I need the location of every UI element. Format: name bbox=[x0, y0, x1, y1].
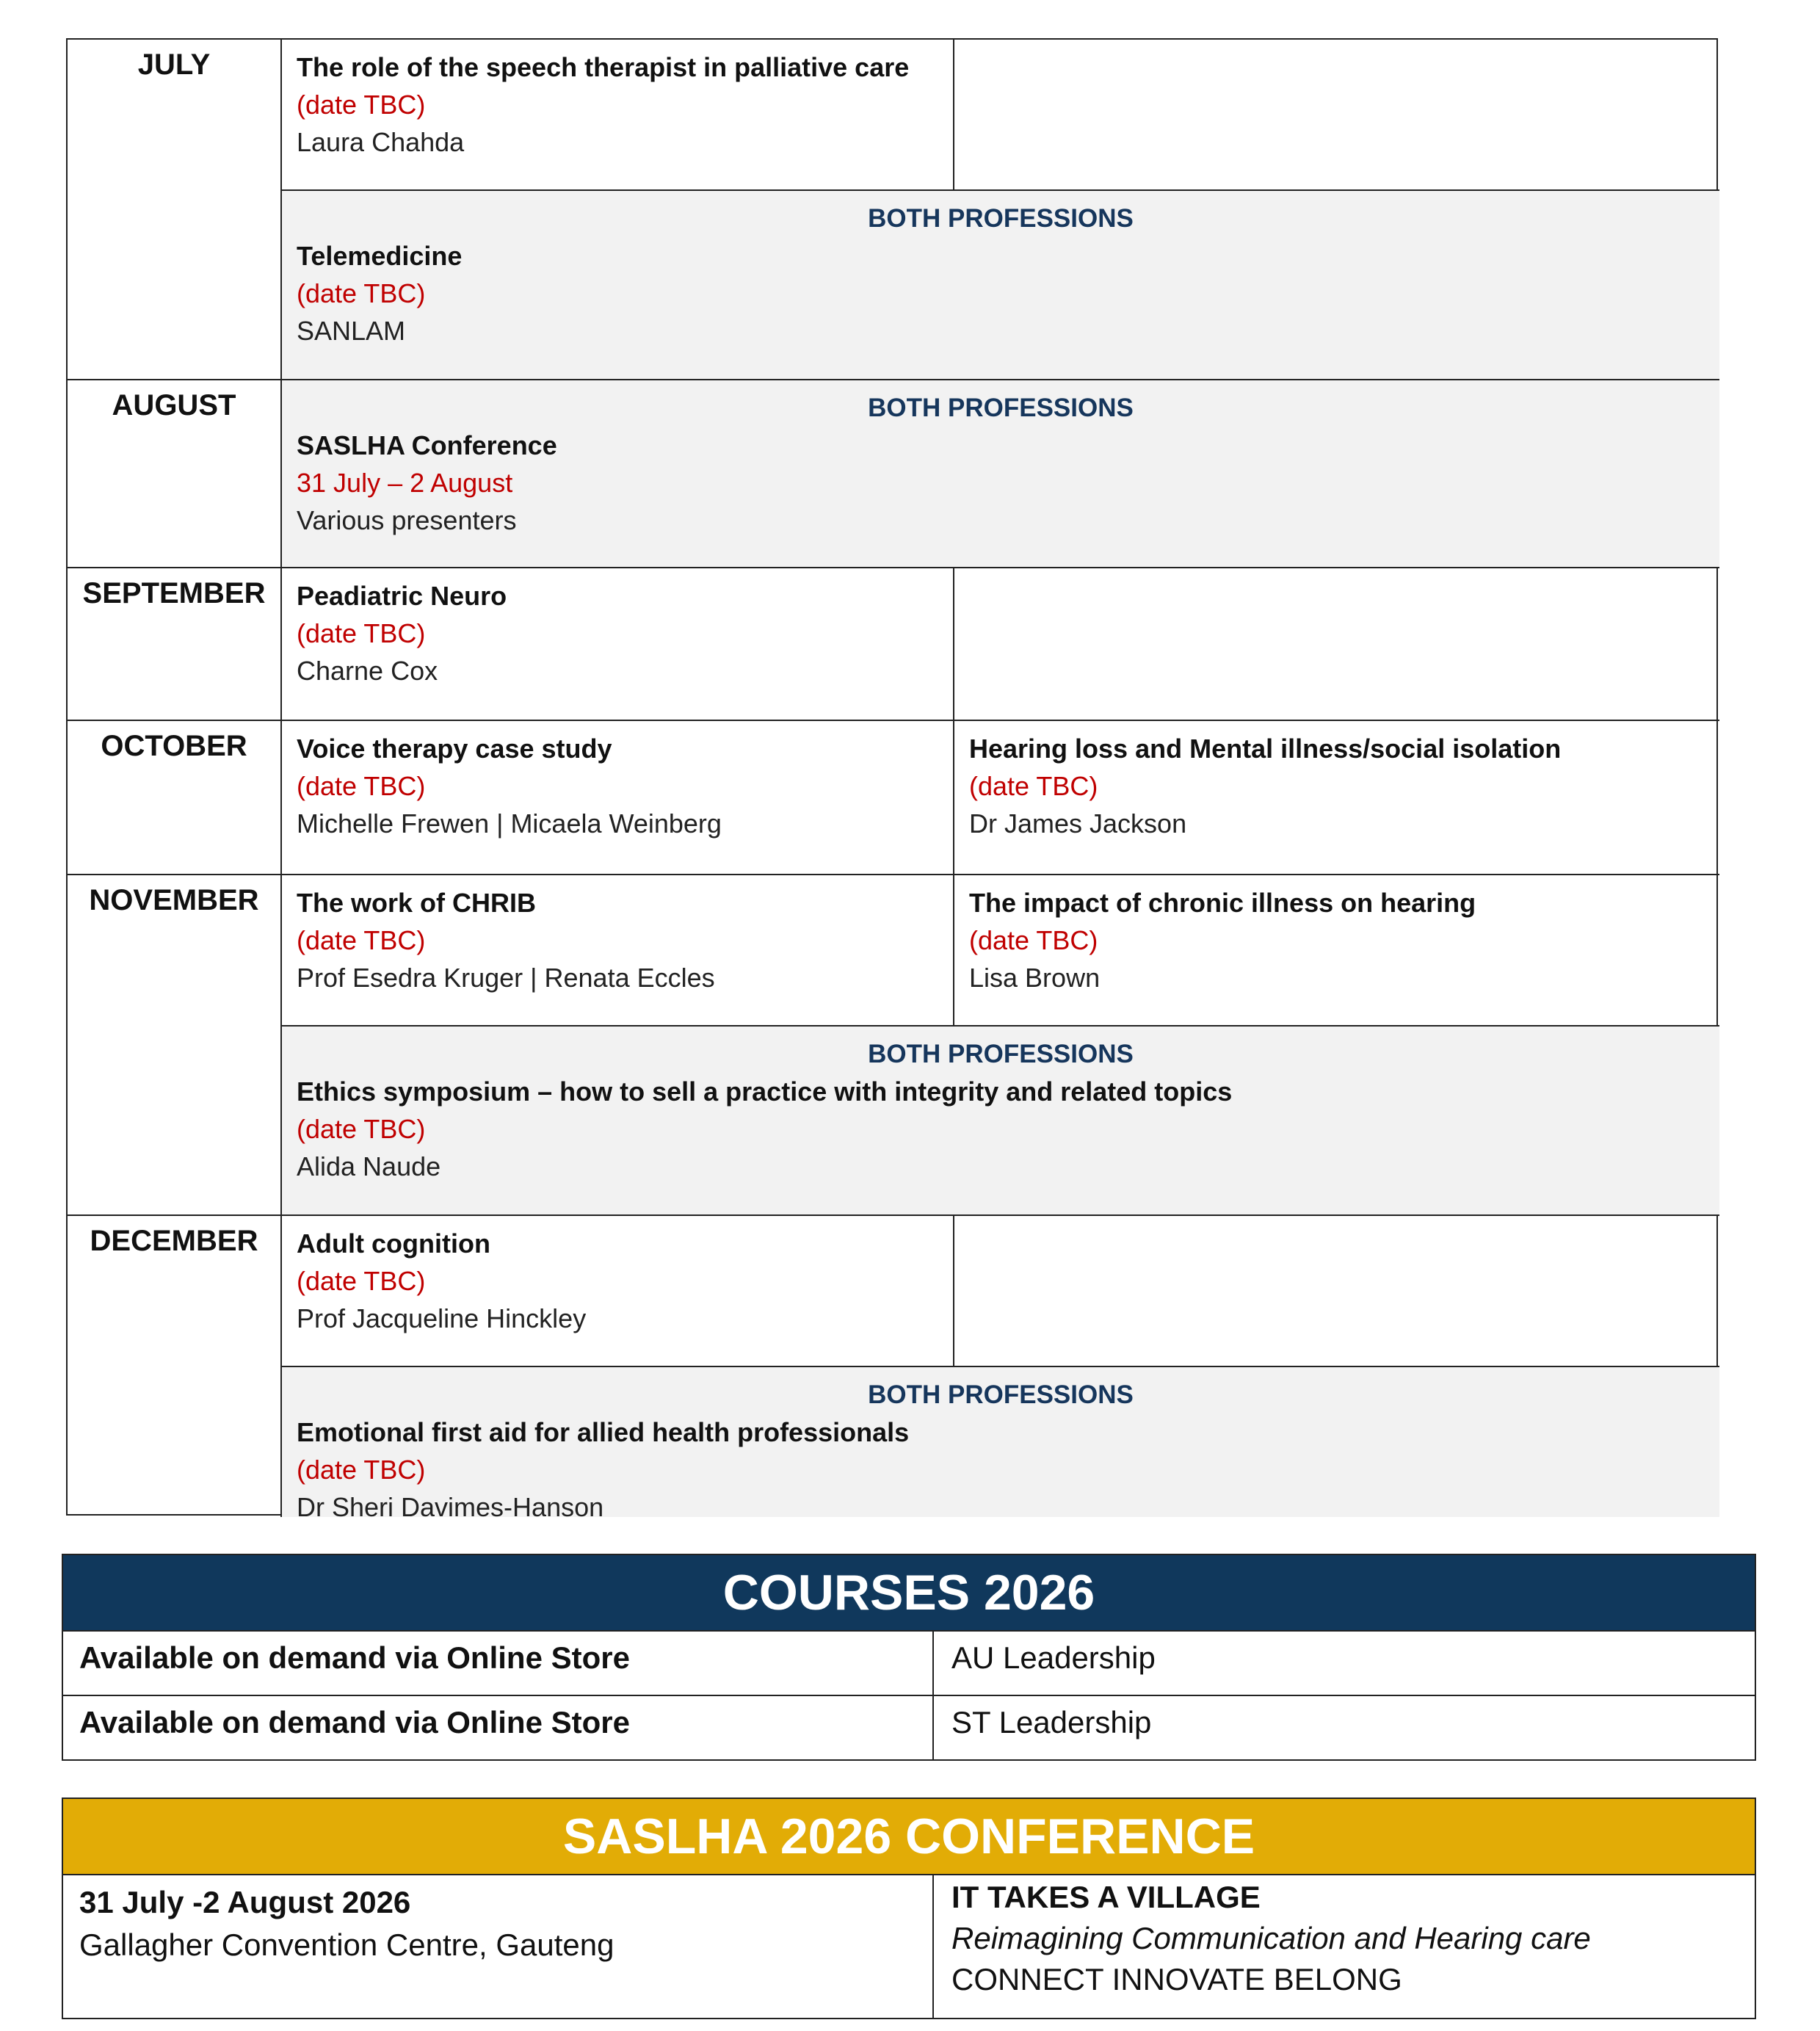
event-november-both bbox=[282, 1027, 1719, 1216]
event-date: (date TBC) bbox=[969, 771, 1098, 801]
event-november-audiology bbox=[954, 875, 1719, 1027]
event-date: (date TBC) bbox=[297, 90, 426, 120]
course-row bbox=[63, 1696, 1755, 1759]
course-availability: Available on demand via Online Store bbox=[63, 1632, 934, 1695]
event-date: (date TBC) bbox=[297, 278, 426, 308]
event-title: Peadiatric Neuro bbox=[297, 581, 507, 611]
event-presenter: Michelle Frewen | Micaela Weinberg bbox=[297, 808, 722, 839]
event-date: (date TBC) bbox=[297, 618, 426, 648]
event-date: (date TBC) bbox=[297, 1455, 426, 1485]
event-title: Ethics symposium – how to sell a practice with integrity and related topics bbox=[297, 1076, 1233, 1107]
event-presenter: Prof Jacqueline Hinckley bbox=[297, 1303, 587, 1333]
both-professions-label: BOTH PROFESSIONS bbox=[868, 204, 1134, 233]
event-presenter: Charne Cox bbox=[297, 656, 438, 686]
event-presenter: Various presenters bbox=[297, 505, 517, 535]
event-july-audiology-empty bbox=[954, 40, 1719, 191]
event-date: (date TBC) bbox=[297, 1266, 426, 1296]
event-title: The role of the speech therapist in palliative care bbox=[297, 52, 910, 82]
courses-table bbox=[62, 1554, 1756, 1761]
event-december-audiology-empty bbox=[954, 1216, 1719, 1367]
conference-table bbox=[62, 1798, 1756, 2019]
event-date: (date TBC) bbox=[297, 925, 426, 955]
event-presenter: Dr Sheri Davimes-Hanson bbox=[297, 1492, 604, 1522]
courses-heading: COURSES 2026 bbox=[63, 1555, 1755, 1632]
both-professions-label: BOTH PROFESSIONS bbox=[868, 394, 1134, 422]
event-september-speech bbox=[282, 568, 954, 721]
both-professions-label: BOTH PROFESSIONS bbox=[868, 1380, 1134, 1409]
month-august: AUGUST bbox=[68, 380, 282, 568]
event-july-both bbox=[282, 191, 1719, 380]
conference-heading: SASLHA 2026 CONFERENCE bbox=[63, 1799, 1755, 1875]
event-july-speech bbox=[282, 40, 954, 191]
month-november: NOVEMBER bbox=[68, 875, 282, 1216]
event-title: Emotional first aid for allied health professionals bbox=[297, 1417, 910, 1447]
event-presenter: Alida Naude bbox=[297, 1151, 441, 1181]
event-october-audiology bbox=[954, 721, 1719, 875]
event-title: Hearing loss and Mental illness/social isolation bbox=[969, 734, 1562, 764]
event-title: The impact of chronic illness on hearing bbox=[969, 888, 1476, 918]
event-presenter: SANLAM bbox=[297, 316, 406, 346]
event-presenter: Prof Esedra Kruger | Renata Eccles bbox=[297, 963, 715, 993]
course-row bbox=[63, 1632, 1755, 1696]
event-september-audiology-empty bbox=[954, 568, 1719, 721]
course-name: AU Leadership bbox=[951, 1640, 1156, 1675]
event-december-speech bbox=[282, 1216, 954, 1367]
event-date: 31 July – 2 August bbox=[297, 468, 513, 498]
conference-tagline: CONNECT INNOVATE BELONG bbox=[951, 1962, 1402, 1996]
event-presenter: Lisa Brown bbox=[969, 963, 1101, 993]
month-july: JULY bbox=[68, 40, 282, 380]
conference-dates: 31 July -2 August 2026 bbox=[79, 1885, 411, 1919]
event-date: (date TBC) bbox=[297, 1114, 426, 1144]
event-presenter: Dr James Jackson bbox=[969, 808, 1187, 839]
course-name: ST Leadership bbox=[951, 1705, 1152, 1739]
event-title: Voice therapy case study bbox=[297, 734, 612, 764]
conference-theme: IT TAKES A VILLAGE bbox=[951, 1880, 1261, 1914]
event-date: (date TBC) bbox=[297, 771, 426, 801]
conference-theme-block bbox=[934, 1875, 1755, 2018]
event-title: SASLHA Conference bbox=[297, 430, 557, 460]
month-september: SEPTEMBER bbox=[68, 568, 282, 721]
event-august-both bbox=[282, 380, 1719, 568]
event-title: The work of CHRIB bbox=[297, 888, 537, 918]
month-october: OCTOBER bbox=[68, 721, 282, 875]
event-date: (date TBC) bbox=[969, 925, 1098, 955]
both-professions-label: BOTH PROFESSIONS bbox=[868, 1040, 1134, 1068]
event-title: Telemedicine bbox=[297, 241, 463, 271]
conference-subtitle: Reimagining Communication and Hearing care bbox=[951, 1921, 1591, 1955]
course-availability: Available on demand via Online Store bbox=[63, 1696, 934, 1759]
conference-venue: Gallagher Convention Centre, Gauteng bbox=[79, 1927, 614, 1962]
event-november-speech bbox=[282, 875, 954, 1027]
month-december: DECEMBER bbox=[68, 1216, 282, 1517]
conference-details bbox=[63, 1875, 934, 2018]
event-presenter: Laura Chahda bbox=[297, 127, 465, 157]
cpd-schedule-table bbox=[66, 38, 1718, 1522]
event-october-speech bbox=[282, 721, 954, 875]
event-title: Adult cognition bbox=[297, 1228, 490, 1259]
conference-row bbox=[63, 1875, 1755, 2018]
event-december-both bbox=[282, 1367, 1719, 1522]
